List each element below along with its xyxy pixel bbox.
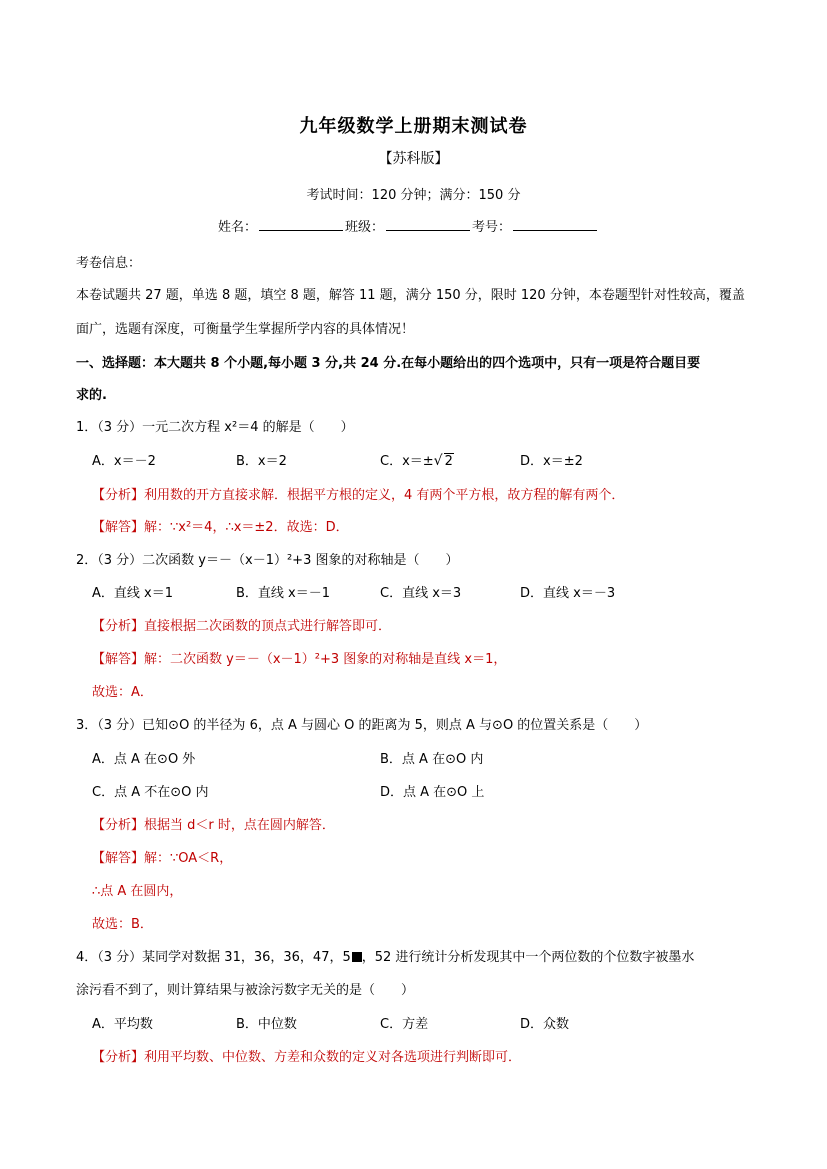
q3-option-c: C．点 A 不在⊙O 内 bbox=[92, 785, 209, 800]
q4-analysis: 【分析】利用平均数、中位数、方差和众数的定义对各选项进行判断即可． bbox=[92, 1050, 522, 1065]
q3-stem: 3．（3 分）已知⊙O 的半径为 6，点 A 与圆心 O 的距离为 5，则点 A 与⊙O 的位置关系是（ ） bbox=[76, 718, 648, 733]
q1-answer: 【解答】解：∵x²＝4，∴x＝±2．故选：D． bbox=[92, 520, 349, 535]
q4-option-b: B．中位数 bbox=[236, 1017, 297, 1032]
q4-stem-line-2: 涂污看不到了，则计算结果与被涂污数字无关的是（ ） bbox=[76, 983, 415, 998]
q3-option-b: B．点 A 在⊙O 内 bbox=[380, 752, 484, 767]
q4-option-c: C．方差 bbox=[380, 1017, 429, 1032]
q1-option-c-radicand: 2 bbox=[444, 454, 453, 469]
edition-label: 【苏科版】 bbox=[378, 151, 449, 167]
class-blank[interactable] bbox=[386, 218, 470, 231]
q2-answer: 【解答】解：二次函数 y＝－（x－1）²+3 图象的对称轴是直线 x＝1， bbox=[92, 652, 507, 667]
q1-stem: 1．（3 分）一元二次方程 x²＝4 的解是（ ） bbox=[76, 420, 354, 435]
q3-option-a: A．点 A 在⊙O 外 bbox=[92, 752, 196, 767]
q4-stem-prefix: 4．（3 分）某同学对数据 31，36，36，47，5 bbox=[76, 950, 351, 965]
ink-blot-icon bbox=[352, 952, 362, 962]
q2-choice: 故选：A． bbox=[92, 685, 153, 700]
q4-option-d: D．众数 bbox=[520, 1017, 570, 1032]
q2-option-a: A．直线 x＝1 bbox=[92, 586, 173, 601]
name-label: 姓名： bbox=[218, 220, 258, 235]
q4-stem-line-1 bbox=[76, 946, 694, 965]
q3-choice: 故选：B． bbox=[92, 917, 153, 932]
q1-analysis: 【分析】利用数的开方直接求解．根据平方根的定义，4 有两个平方根，故方程的解有两个． bbox=[92, 488, 625, 503]
page-title: 九年级数学上册期末测试卷 bbox=[299, 116, 528, 137]
q3-option-d: D．点 A 在⊙O 上 bbox=[380, 785, 485, 800]
section-heading-line-2: 求的. bbox=[76, 388, 107, 403]
q4-stem-suffix: ，52 进行统计分析发现其中一个两位数的个位数字被墨水 bbox=[361, 950, 695, 965]
number-label: 考号： bbox=[472, 220, 512, 235]
q2-stem: 2．（3 分）二次函数 y＝－（x－1）²+3 图象的对称轴是（ ） bbox=[76, 553, 459, 568]
number-blank[interactable] bbox=[513, 218, 597, 231]
q3-answer: 【解答】解：∵OA＜R， bbox=[92, 851, 233, 866]
section-heading-line-1: 一、选择题：本大题共 8 个小题,每小题 3 分,共 24 分.在每小题给出的四个选项中，只有一项是符合题目要 bbox=[76, 356, 701, 371]
q2-option-c: C．直线 x＝3 bbox=[380, 586, 462, 601]
sqrt-symbol: √ 2 bbox=[433, 453, 453, 469]
q2-option-b: B．直线 x＝－1 bbox=[236, 586, 331, 601]
q4-option-a: A．平均数 bbox=[92, 1017, 153, 1032]
q1-option-d: D．x＝±2 bbox=[520, 454, 583, 469]
student-info-row bbox=[218, 216, 599, 235]
q1-option-a: A．x＝－2 bbox=[92, 454, 156, 469]
q2-analysis: 【分析】直接根据二次函数的顶点式进行解答即可． bbox=[92, 619, 392, 634]
q2-option-d: D．直线 x＝－3 bbox=[520, 586, 616, 601]
q1-option-c bbox=[380, 450, 454, 469]
class-label: 班级： bbox=[345, 220, 385, 235]
intro-label: 考卷信息： bbox=[76, 256, 142, 271]
exam-info: 考试时间：120 分钟；满分：150 分 bbox=[306, 188, 521, 203]
q3-step: ∴点 A 在圆内， bbox=[92, 884, 183, 899]
intro-line-2: 面广，选题有深度，可衡量学生掌握所学内容的具体情况！ bbox=[76, 322, 415, 337]
name-blank[interactable] bbox=[259, 218, 343, 231]
q3-analysis: 【分析】根据当 d＜r 时，点在圆内解答． bbox=[92, 818, 335, 833]
intro-line-1: 本卷试题共 27 题，单选 8 题，填空 8 题，解答 11 题，满分 150 分，限时 120 分钟，本卷题型针对性较高，覆盖 bbox=[76, 288, 745, 303]
q1-option-c-prefix: C．x＝± bbox=[380, 454, 434, 469]
q1-option-b: B．x＝2 bbox=[236, 454, 287, 469]
